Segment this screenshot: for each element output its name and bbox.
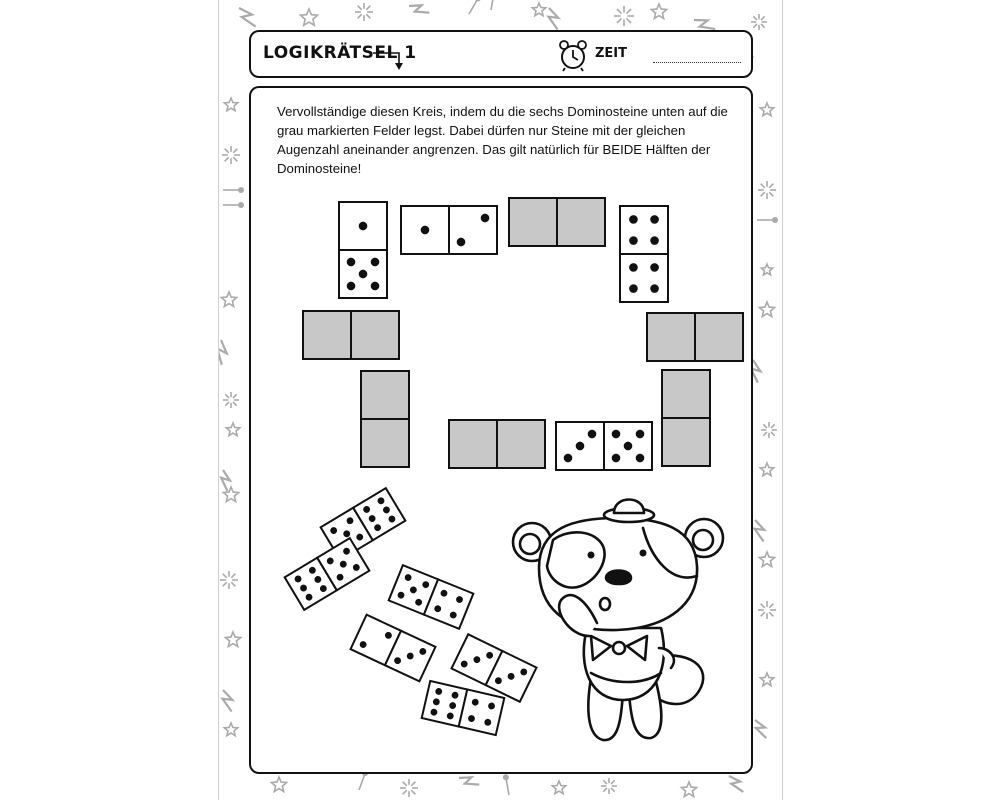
domino-pip (629, 284, 638, 293)
pin-decoration (466, 0, 482, 15)
burst-decoration (220, 571, 238, 589)
domino-pip (612, 430, 621, 439)
header-bar (249, 30, 753, 78)
zigzag-decoration (727, 776, 746, 792)
domino-pip (612, 454, 621, 463)
pin-decoration (223, 187, 244, 193)
loose-domino-4[interactable] (351, 615, 436, 682)
burst-decoration (223, 392, 239, 408)
burst-decoration (758, 181, 776, 199)
burst-decoration (751, 14, 767, 30)
puzzle-page (218, 0, 783, 800)
puzzle-title: LOGIKRÄTSEL 1 (263, 43, 417, 63)
star-decoration (552, 781, 565, 794)
star-decoration (759, 552, 774, 567)
ring-slot-2[interactable] (303, 311, 399, 359)
star-decoration (271, 777, 286, 792)
domino-pip (629, 236, 638, 245)
ring-domino-4[interactable] (556, 422, 652, 470)
domino-pip (629, 263, 638, 272)
pin-decoration (502, 774, 512, 796)
loose-dominoes (285, 488, 537, 735)
ring-slot-5[interactable] (449, 420, 545, 468)
domino-pip (629, 215, 638, 224)
domino-pip (636, 430, 645, 439)
loose-domino-2[interactable] (285, 538, 370, 610)
domino-pip (347, 258, 356, 267)
time-entry-line[interactable] (653, 62, 741, 63)
zigzag-decoration (219, 690, 239, 711)
zigzag-decoration (542, 8, 565, 29)
domino-pip (371, 258, 380, 267)
domino-pip (481, 214, 490, 223)
burst-decoration (761, 422, 777, 438)
domino-pip (347, 282, 356, 291)
pin-decoration (757, 217, 778, 223)
star-decoration (221, 292, 236, 307)
burst-decoration (614, 6, 634, 26)
zigzag-decoration (236, 8, 258, 27)
ring-domino-3[interactable] (620, 206, 668, 302)
ring-slot-1[interactable] (509, 198, 605, 246)
star-decoration (226, 423, 239, 436)
star-decoration (759, 302, 774, 317)
bear-mascot-icon (513, 500, 723, 741)
star-decoration (760, 673, 773, 686)
instructions-text: Vervollständige diesen Kreis, indem du die sechs Dominosteine unten auf die grau markierten Felder legst. Dabei dürfen nur Steine mit der gleichen Augenzahl aneinander angrenzen. Das gilt natürlich für BEIDE Hälften der Dominosteine! (277, 104, 728, 176)
pin-decoration (223, 202, 244, 208)
domino-pip (576, 442, 585, 451)
domino-pip (359, 222, 368, 231)
star-decoration (300, 9, 317, 25)
burst-decoration (601, 778, 617, 794)
domino-pip (650, 215, 659, 224)
burst-decoration (222, 146, 240, 164)
domino-pip (650, 263, 659, 272)
clock-icon (556, 38, 590, 72)
domino-pip (588, 430, 597, 439)
star-decoration (224, 98, 237, 111)
star-decoration (224, 723, 237, 736)
pin-decoration (488, 0, 498, 11)
zigzag-decoration (219, 470, 236, 491)
zigzag-decoration (219, 340, 234, 365)
arrow-down-icon (371, 46, 411, 72)
star-decoration (761, 264, 772, 275)
domino-pip (624, 442, 633, 451)
domino-pip (371, 282, 380, 291)
ring-slot-6[interactable] (662, 370, 710, 466)
star-decoration (681, 782, 696, 797)
time-label: ZEIT (595, 46, 628, 61)
zigzag-decoration (409, 0, 429, 18)
zigzag-decoration (750, 720, 770, 738)
ring-slot-4[interactable] (361, 371, 409, 467)
star-decoration (532, 3, 545, 16)
domino-game-area (251, 88, 751, 772)
star-decoration (760, 463, 773, 476)
star-decoration (760, 103, 773, 116)
loose-domino-3[interactable] (389, 565, 474, 629)
domino-pip (421, 226, 430, 235)
domino-pip (564, 454, 573, 463)
burst-decoration (758, 601, 776, 619)
domino-pip (636, 454, 645, 463)
domino-pip (457, 238, 466, 247)
ring-domino-2[interactable] (401, 206, 497, 254)
domino-pip (359, 270, 368, 279)
star-decoration (225, 632, 240, 647)
zigzag-decoration (459, 772, 479, 790)
star-decoration (651, 4, 666, 19)
ring-domino-1[interactable] (339, 202, 387, 298)
content-panel (249, 86, 753, 774)
domino-pip (650, 284, 659, 293)
ring-slot-3[interactable] (647, 313, 743, 361)
burst-decoration (400, 779, 418, 797)
domino-pip (650, 236, 659, 245)
domino-ring (303, 198, 743, 470)
burst-decoration (355, 3, 373, 21)
